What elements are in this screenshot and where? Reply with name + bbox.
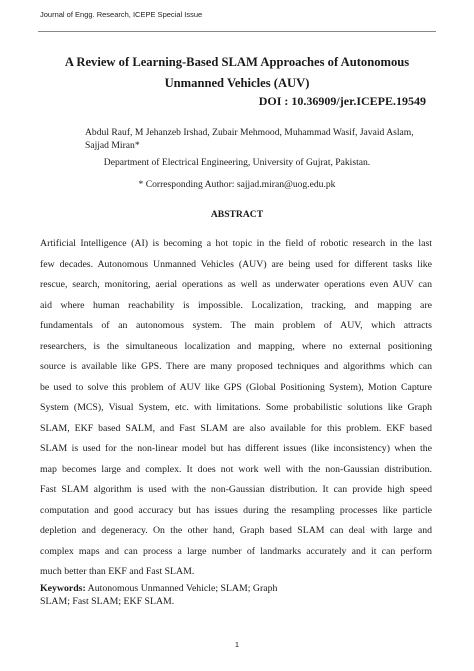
abstract-line: complex maps and can process a large number of landmarks accurately and it can perform [40,545,432,557]
abstract-line: rescue, search, monitoring, aerial operations as well as underwater operations even AUV can [40,279,432,290]
keywords-label: Keywords: [40,583,86,594]
paper-title [30,52,444,94]
abstract-line: Artificial Intelligence (AI) is becoming a hot topic in the field of robotic research in the last [40,238,432,249]
authors-line-1: Abdul Rauf, M Jehanzeb Irshad, Zubair Mehmood, Muhammad Wasif, Javaid Aslam, [85,127,414,138]
abstract-heading: ABSTRACT [210,209,264,220]
abstract-line: be used to solve this problem of AUV like GPS (Global Positioning System), Motion Capture [40,381,432,393]
journal-header: Journal of Engg. Research, ICEPE Special Issue [40,10,203,19]
keywords-text: Autonomous Unmanned Vehicle; SLAM; Graph SLAM; Fast SLAM; EKF SLAM. [40,583,278,607]
authors-line-2: Sajjad Miran* [85,140,140,151]
abstract-line: System (MCS), Visual System, etc. with limitations. Some probabilistic solutions like Graph [40,402,432,413]
abstract-line: depletion and degeneracy. On the other hand, Graph based SLAM can deal with large and [40,525,432,536]
corresponding-author: * Corresponding Author: sajjad.miran@uog.edu.pk [138,179,336,190]
keywords [40,582,300,608]
doi: DOI : 10.36909/jer.ICEPE.19549 [258,94,426,108]
affiliation: Department of Electrical Engineering, University of Gujrat, Pakistan. [103,157,371,168]
abstract-line: computation and good accuracy but has issues during the resampling processes like particle [40,504,432,516]
title-line-1: A Review of Learning-Based SLAM Approaches of Autonomous [64,55,410,69]
abstract-line: SLAM, EKF based SALM, and Fast SLAM are also available for this problem. EKF based [40,422,432,434]
abstract-line: Fast SLAM algorithm is used with the non-Gaussian distribution. It can provide high speed [40,484,432,495]
abstract-line: researchers, is the simultaneous localization and mapping, where no external positioning [40,340,432,352]
abstract-line: source is available like GPS. There are many proposed techniques and algorithms which can [40,361,432,372]
header-divider [38,31,436,32]
author-list [85,126,434,152]
abstract-line: map becomes large and complex. It does not work well with the non-Gaussian distribution. [40,463,432,475]
page-number: 1 [234,640,240,649]
title-line-2: Unmanned Vehicles (AUV) [164,76,310,90]
abstract-line: much better than EKF and Fast SLAM. [40,566,195,577]
abstract-body [40,234,432,583]
abstract-line: aid where human reachability is impossible. Localization, tracking, and mapping are [40,299,432,311]
abstract-line: SLAM is used for the non-linear model but has different issues (like inconsistency) when the [40,443,432,454]
abstract-line: fundamentals of an autonomous system. The main problem of AUV, which attracts [40,320,432,331]
abstract-line: few decades. Autonomous Unmanned Vehicles (AUV) are being used for different tasks like [40,258,432,270]
